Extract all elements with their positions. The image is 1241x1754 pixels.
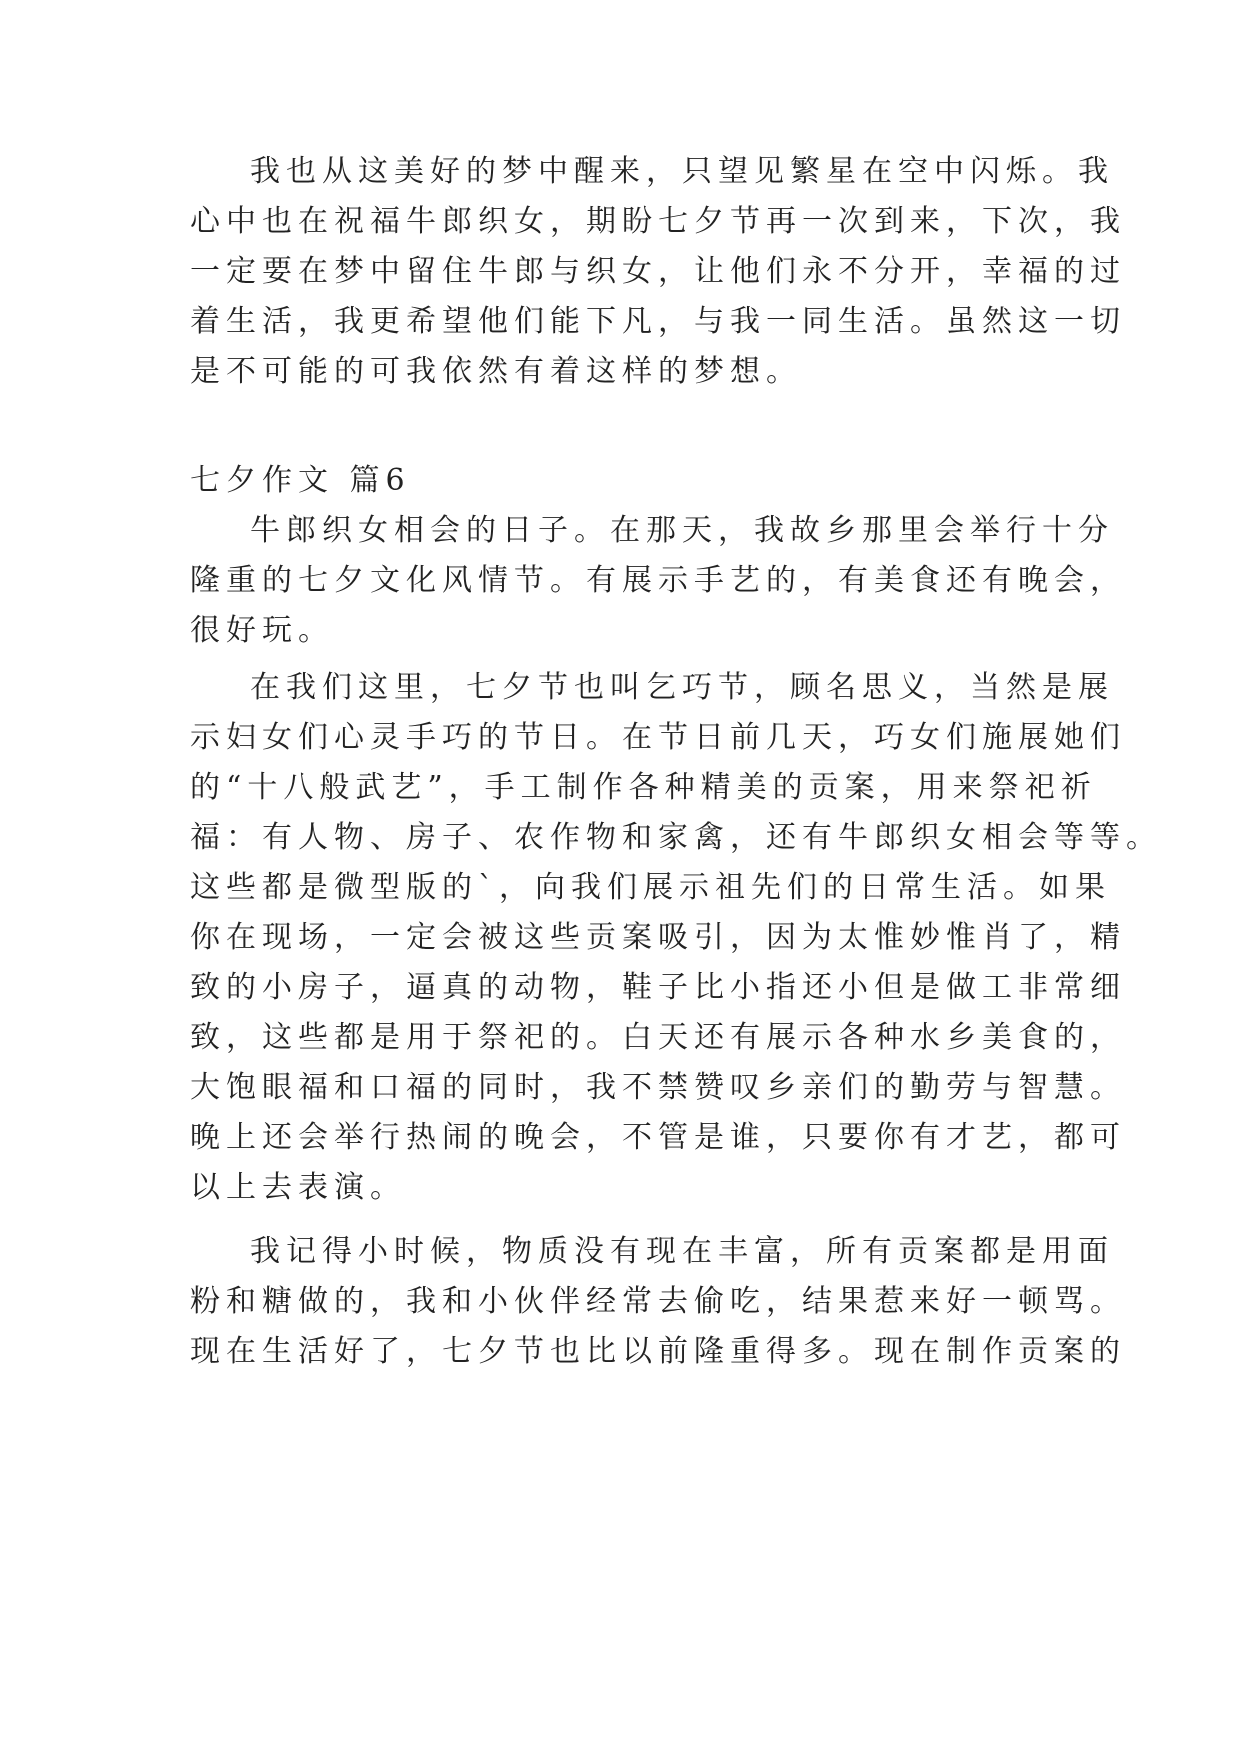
paragraph-line: 牛郎织女相会的日子。在那天，我故乡那里会举行十分 bbox=[250, 513, 1114, 548]
paragraph-line: 在我们这里，七夕节也叫乞巧节，顾名思义，当然是展 bbox=[250, 670, 1114, 705]
paragraph-line: 我记得小时候，物质没有现在丰富，所有贡案都是用面 bbox=[250, 1234, 1114, 1269]
paragraph-line: 现在生活好了，七夕节也比以前隆重得多。现在制作贡案的 bbox=[190, 1334, 1126, 1369]
paragraph-line: 你在现场，一定会被这些贡案吸引，因为太惟妙惟肖了，精 bbox=[190, 920, 1126, 955]
paragraph-line: 以上去表演。 bbox=[190, 1170, 406, 1205]
paragraph-line: 福：有人物、房子、农作物和家禽，还有牛郎织女相会等等。 bbox=[190, 820, 1162, 855]
paragraph-line: 晚上还会举行热闹的晚会，不管是谁，只要你有才艺，都可 bbox=[190, 1120, 1126, 1155]
paragraph-line: 粉和糖做的，我和小伙伴经常去偷吃，结果惹来好一顿骂。 bbox=[190, 1284, 1126, 1319]
paragraph-line: 是不可能的可我依然有着这样的梦想。 bbox=[190, 354, 802, 389]
paragraph-line: 致的小房子，逼真的动物，鞋子比小指还小但是做工非常细 bbox=[190, 970, 1126, 1005]
paragraph-line: 着生活，我更希望他们能下凡，与我一同生活。虽然这一切 bbox=[190, 304, 1126, 339]
paragraph-line: 一定要在梦中留住牛郎与织女，让他们永不分开，幸福的过 bbox=[190, 254, 1126, 289]
paragraph-line: 致，这些都是用于祭祀的。白天还有展示各种水乡美食的， bbox=[190, 1020, 1126, 1055]
section-heading: 七夕作文 篇6 bbox=[190, 463, 411, 498]
paragraph-line: 隆重的七夕文化风情节。有展示手艺的，有美食还有晚会， bbox=[190, 563, 1126, 598]
paragraph-line: 大饱眼福和口福的同时，我不禁赞叹乡亲们的勤劳与智慧。 bbox=[190, 1070, 1126, 1105]
paragraph-line: 我也从这美好的梦中醒来，只望见繁星在空中闪烁。我 bbox=[250, 154, 1114, 189]
paragraph-line: 这些都是微型版的`，向我们展示祖先们的日常生活。如果 bbox=[190, 870, 1111, 905]
paragraph-line: 示妇女们心灵手巧的节日。在节日前几天，巧女们施展她们 bbox=[190, 720, 1126, 755]
paragraph-line: 很好玩。 bbox=[190, 613, 334, 648]
paragraph-line: 的“十八般武艺”，手工制作各种精美的贡案，用来祭祀祈 bbox=[190, 770, 1097, 805]
paragraph-line: 心中也在祝福牛郎织女，期盼七夕节再一次到来，下次，我 bbox=[190, 204, 1126, 239]
